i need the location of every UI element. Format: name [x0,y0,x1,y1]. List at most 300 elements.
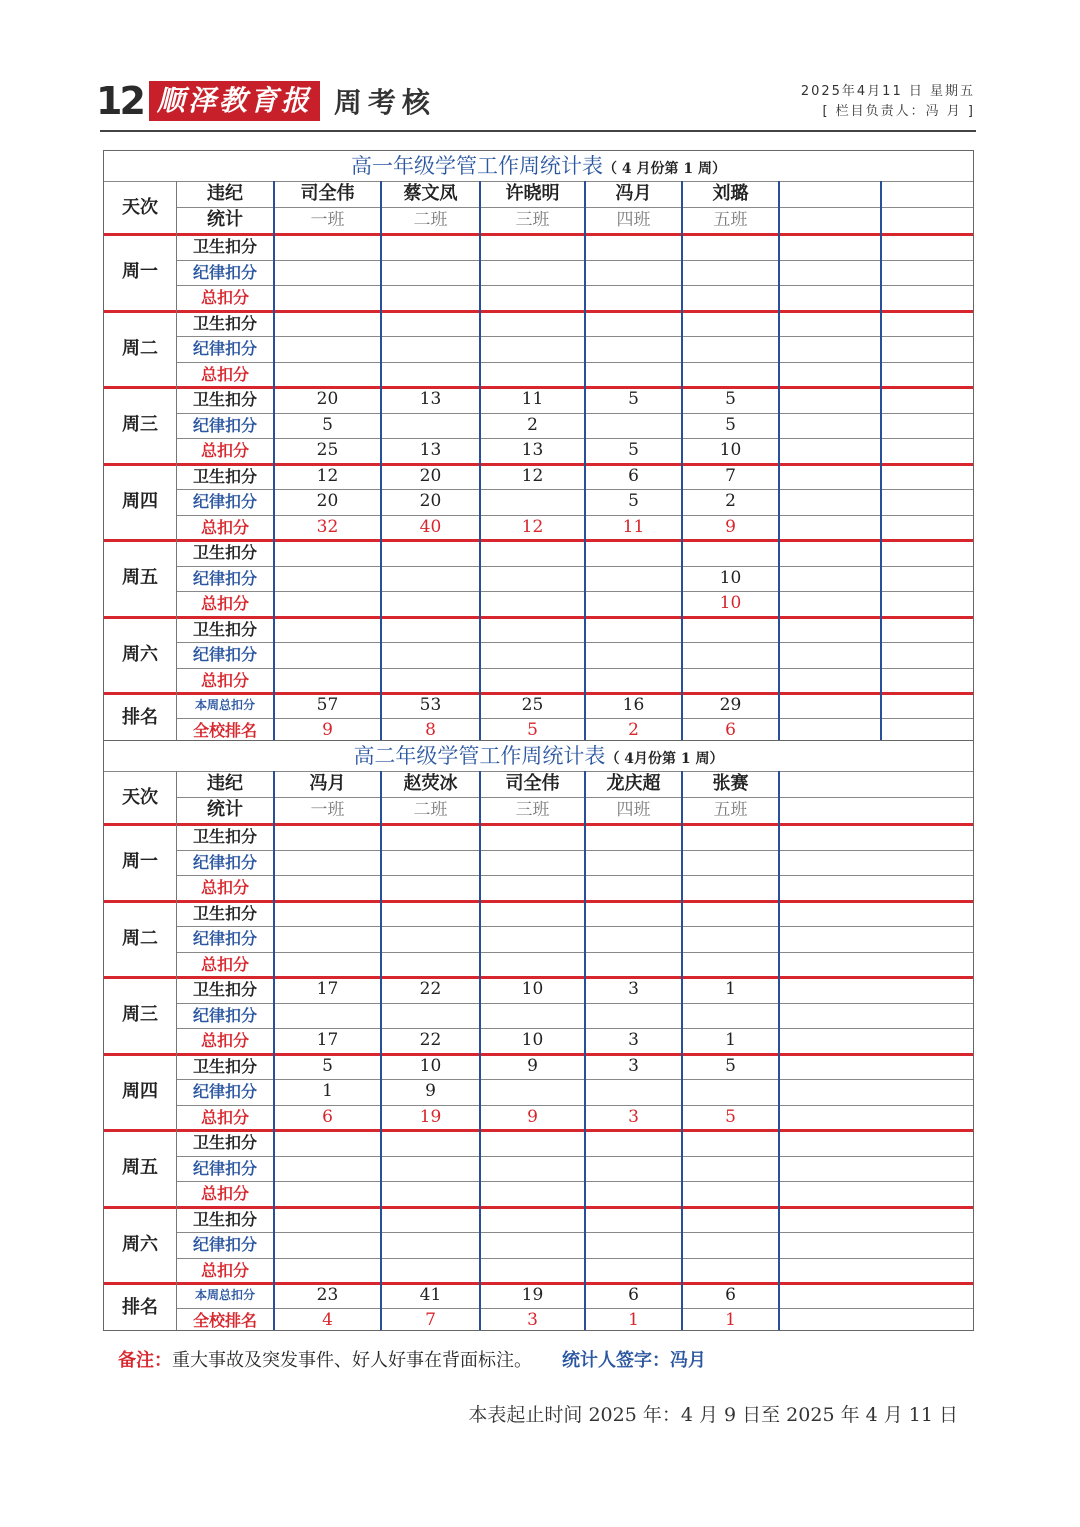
score-cell [274,642,381,668]
week-total-cell: 23 [316,1285,339,1305]
col-divider [380,771,382,1330]
row-label: 纪律扣分 [192,929,257,948]
score-cell [585,413,682,439]
score-cell: 12 [316,465,339,486]
header-divider [100,130,976,132]
score-cell [682,850,779,876]
score-cell [480,1156,585,1182]
score-cell [274,1232,381,1258]
teacher-name: 司全伟 [505,773,560,794]
score-cell: 12 [521,465,544,486]
score-cell: 2 [725,491,736,511]
score-cell [585,311,682,337]
col-divider [584,771,586,1330]
rank-cell: 1 [628,1310,639,1330]
teacher-name: 冯月 [615,183,652,204]
score-cell [682,234,779,260]
score-cell [381,1258,480,1284]
row-label: 卫生扣分 [192,466,257,486]
score-cell: 13 [419,440,442,460]
score-cell: 3 [628,1030,639,1050]
score-cell [274,1156,381,1182]
score-cell [682,260,779,286]
score-cell [682,1207,779,1233]
score-cell [381,540,480,566]
score-cell [381,668,480,694]
row-label: 总扣分 [200,594,249,613]
score-cell: 5 [322,1055,333,1076]
grade1-stat-table [103,150,974,741]
col-divider [681,181,683,740]
score-cell [480,566,585,592]
rank-cell: 5 [527,720,538,740]
score-cell: 20 [316,389,339,409]
score-cell [585,591,682,617]
teacher-name: 赵荧冰 [403,773,458,794]
masthead [96,78,436,124]
col-divider [778,771,780,1330]
score-cell: 3 [628,979,639,999]
score-cell [585,1232,682,1258]
row-label: 纪律扣分 [192,1158,257,1178]
score-cell [585,336,682,362]
score-cell [682,952,779,978]
score-cell [381,285,480,311]
table-title-main: 高二年级学管工作周统计表 [353,744,606,768]
score-cell [480,234,585,260]
class-name: 一班 [310,800,345,820]
score-cell [274,285,381,311]
score-cell [274,311,381,337]
score-cell [585,850,682,876]
rank-cell: 3 [527,1310,538,1330]
grade2-stat-table [103,740,974,1331]
day-label: 周六 [122,1233,158,1255]
col-divider [380,181,382,740]
score-cell: 5 [322,414,333,435]
score-cell [381,1207,480,1233]
col-divider [273,181,275,740]
row-label: 总扣分 [200,878,249,897]
score-cell [480,1232,585,1258]
score-cell [381,952,480,978]
score-cell [480,591,585,617]
score-cell [381,413,480,439]
column-editor: [ 栏目负责人：冯 月 ] [822,104,975,119]
score-cell [585,1156,682,1182]
row-label: 总扣分 [200,288,249,307]
score-cell [381,1003,480,1029]
score-cell [585,1079,682,1105]
col-divider [479,181,481,740]
day-label: 周四 [122,490,158,512]
score-cell [585,1207,682,1233]
week-total-cell: 29 [719,695,742,715]
score-cell [682,336,779,362]
score-cell [381,234,480,260]
score-cell [480,952,585,978]
score-cell: 12 [521,516,544,537]
rank-label: 排名 [122,1297,158,1318]
row-label: 总扣分 [200,1107,249,1127]
week-total-cell: 16 [622,695,645,715]
score-cell [480,285,585,311]
row-label: 总扣分 [200,1031,249,1050]
score-cell [480,642,585,668]
week-total-cell: 19 [521,1285,544,1305]
row-label: 卫生扣分 [192,619,257,639]
class-name: 四班 [616,210,651,230]
score-cell: 10 [719,440,742,460]
class-name: 三班 [515,800,550,820]
score-cell [585,362,682,388]
row-label: 全校排名 [192,721,257,740]
score-cell: 6 [322,1106,333,1127]
score-cell: 3 [628,1106,639,1127]
score-cell [381,362,480,388]
remarks [118,1346,706,1372]
score-cell [274,260,381,286]
score-cell [585,901,682,927]
score-cell [682,1181,779,1207]
row-label: 纪律扣分 [192,1005,257,1025]
remarks-label: 备注： [118,1350,172,1371]
score-cell: 10 [419,1055,442,1076]
day-label: 周四 [122,1080,158,1102]
score-cell: 5 [628,440,639,460]
score-cell [274,336,381,362]
score-cell [480,875,585,901]
score-cell [381,824,480,850]
week-total-cell: 6 [725,1285,736,1305]
score-cell [274,901,381,927]
score-cell [480,901,585,927]
score-cell: 25 [316,440,339,460]
score-cell [682,901,779,927]
row-label: 总扣分 [200,1260,249,1280]
day-header: 天次 [122,197,158,218]
score-cell: 22 [419,1030,442,1050]
class-name: 五班 [713,210,748,230]
score-cell: 11 [521,389,544,409]
score-cell: 5 [725,1106,736,1127]
score-cell: 20 [419,465,442,486]
score-cell [274,540,381,566]
row-label: 纪律扣分 [192,645,257,664]
score-cell [682,926,779,952]
row-label: 本周总扣分 [194,1288,255,1302]
row-label: 本周总扣分 [194,698,255,712]
score-cell [480,926,585,952]
score-cell [274,875,381,901]
row-label: 总扣分 [200,670,249,690]
score-cell [480,1181,585,1207]
score-cell [480,1130,585,1156]
col-divider [176,181,177,740]
row-label: 卫生扣分 [192,237,257,256]
score-cell [585,952,682,978]
col-divider [681,771,683,1330]
week-total-cell: 53 [419,695,442,715]
score-cell: 10 [521,979,544,999]
day-label: 周五 [122,567,158,588]
row-label: 纪律扣分 [192,339,257,358]
class-name: 二班 [413,210,448,230]
class-name: 四班 [616,800,651,820]
score-cell: 10 [719,593,742,613]
row-label: 卫生扣分 [192,1133,257,1152]
score-cell [381,260,480,286]
score-cell [274,362,381,388]
day-label: 周六 [122,643,158,665]
row-label: 全校排名 [192,1311,257,1330]
teacher-name: 司全伟 [300,183,355,204]
score-cell [585,668,682,694]
score-cell [381,591,480,617]
day-label: 周三 [122,1004,158,1025]
score-cell [585,875,682,901]
rank-cell: 8 [425,720,436,740]
score-cell: 1 [322,1081,333,1101]
score-cell [682,311,779,337]
row-divider [176,207,973,208]
stat-header: 违纪 [207,773,243,794]
period-range: 本表起止时间 2025 年：4 月 9 日至 2025 年 4 月 11 日 [468,1404,958,1426]
rank-cell: 2 [628,720,639,740]
teacher-name: 蔡文凤 [403,183,458,204]
score-cell [480,540,585,566]
score-cell [585,540,682,566]
score-cell [274,234,381,260]
score-cell [585,824,682,850]
score-cell [274,1181,381,1207]
score-cell [682,1156,779,1182]
score-cell [585,260,682,286]
row-label: 纪律扣分 [192,568,257,588]
issue-meta [801,82,975,122]
score-cell: 32 [316,516,339,537]
teacher-name: 许晓明 [505,183,560,204]
score-cell [274,1207,381,1233]
score-cell: 5 [628,389,639,409]
score-cell [682,1130,779,1156]
day-header: 天次 [122,787,158,808]
score-cell: 5 [725,389,736,409]
col-divider [273,771,275,1330]
table-title [104,151,973,182]
score-cell: 9 [527,1106,538,1127]
teacher-name: 冯月 [309,773,346,794]
score-cell: 13 [419,389,442,409]
row-label: 卫生扣分 [192,827,257,846]
issue-date: 2025年4月11 日 星期五 [800,84,975,99]
score-cell [381,1232,480,1258]
row-label: 卫生扣分 [192,903,257,923]
score-cell: 19 [419,1106,442,1127]
score-cell [585,285,682,311]
day-label: 周一 [122,851,158,872]
row-label: 卫生扣分 [192,1056,257,1076]
score-cell [381,926,480,952]
row-label: 卫生扣分 [192,980,257,999]
score-cell [585,1130,682,1156]
rank-cell: 6 [725,720,736,740]
score-cell: 10 [521,1030,544,1050]
score-cell [381,850,480,876]
score-cell [585,617,682,643]
score-cell: 10 [719,567,742,588]
table-title-week: （ 4月份第 1 周） [605,751,724,767]
table-title-week: （ 4 月份第 1 周） [603,161,726,177]
score-cell [682,1003,779,1029]
rank-cell: 4 [322,1310,333,1330]
score-cell [274,824,381,850]
score-cell [585,642,682,668]
col-divider [778,181,780,740]
score-cell [585,1258,682,1284]
class-name: 一班 [310,210,345,230]
score-cell: 5 [725,414,736,435]
score-cell [480,1207,585,1233]
score-cell: 9 [425,1081,436,1101]
row-label: 卫生扣分 [192,1209,257,1229]
score-cell [381,336,480,362]
rank-cell: 1 [725,1310,736,1330]
score-cell [480,362,585,388]
score-cell [274,850,381,876]
score-cell [682,642,779,668]
row-label: 卫生扣分 [192,543,257,562]
score-cell [381,875,480,901]
score-cell [480,336,585,362]
score-cell: 1 [725,979,736,999]
stat-header: 统计 [207,799,243,820]
signer: 统计人签字：冯月 [562,1350,706,1371]
teacher-name: 龙庆超 [606,773,661,794]
score-cell: 6 [628,465,639,486]
score-cell: 3 [628,1055,639,1076]
week-total-cell: 6 [628,1285,639,1305]
score-cell [585,1181,682,1207]
score-cell: 11 [622,516,645,537]
score-cell [381,642,480,668]
day-label: 周二 [122,927,158,949]
teacher-name: 张赛 [712,773,749,794]
score-cell: 9 [725,516,736,537]
rank-cell: 9 [322,720,333,740]
score-cell [585,926,682,952]
row-label: 纪律扣分 [192,262,257,282]
score-cell [682,668,779,694]
class-name: 二班 [413,800,448,820]
score-cell [480,260,585,286]
row-divider [104,771,973,772]
row-label: 总扣分 [200,364,249,384]
row-label: 总扣分 [200,954,249,974]
score-cell [480,489,585,515]
score-cell [274,617,381,643]
score-cell [480,850,585,876]
score-cell [585,566,682,592]
score-cell [480,668,585,694]
day-label: 周一 [122,261,158,282]
row-label: 总扣分 [200,517,249,537]
score-cell: 17 [316,1030,339,1050]
score-cell: 5 [628,491,639,511]
col-divider [584,181,586,740]
row-label: 总扣分 [200,441,249,460]
score-cell [274,926,381,952]
table-title-main: 高一年级学管工作周统计表 [351,154,603,178]
score-cell [682,824,779,850]
remarks-text: 重大事故及突发事件、好人好事在背面标注。 [172,1350,532,1371]
row-label: 纪律扣分 [192,1082,257,1101]
class-name: 五班 [713,800,748,820]
score-cell [585,1003,682,1029]
score-cell: 20 [419,491,442,511]
score-cell [274,952,381,978]
score-cell [480,617,585,643]
row-divider [104,181,973,182]
score-cell [274,1130,381,1156]
newspaper-logo: 顺泽教育报 [149,81,320,121]
class-name: 三班 [515,210,550,230]
score-cell: 5 [725,1055,736,1076]
table-title [104,741,973,772]
score-cell [381,566,480,592]
score-cell [274,668,381,694]
score-cell [274,1258,381,1284]
score-cell [381,1156,480,1182]
score-cell [480,1003,585,1029]
day-label: 周五 [122,1157,158,1178]
week-total-cell: 41 [419,1285,442,1305]
score-cell [381,1130,480,1156]
day-label: 周二 [122,337,158,359]
score-cell: 7 [725,465,736,486]
row-label: 卫生扣分 [192,313,257,333]
score-cell [682,1232,779,1258]
score-cell: 13 [521,440,544,460]
score-cell [682,617,779,643]
row-label: 总扣分 [200,1184,249,1203]
score-cell: 22 [419,979,442,999]
day-label: 周三 [122,414,158,435]
score-cell: 2 [527,414,538,435]
score-cell [381,311,480,337]
score-cell [682,1079,779,1105]
score-cell [682,540,779,566]
stat-header: 统计 [207,209,243,230]
teacher-name: 刘璐 [712,183,749,204]
section-title: 周考核 [333,86,436,119]
page-number: 12 [96,79,143,123]
score-cell [274,1003,381,1029]
row-label: 纪律扣分 [192,415,257,435]
score-cell [682,1258,779,1284]
score-cell: 40 [419,516,442,537]
row-label: 卫生扣分 [192,390,257,409]
score-cell [274,566,381,592]
score-cell [480,311,585,337]
week-total-cell: 57 [316,695,339,715]
score-cell [682,285,779,311]
score-cell [682,875,779,901]
rank-label: 排名 [122,707,158,728]
score-cell [480,1079,585,1105]
col-divider [479,771,481,1330]
col-divider [176,771,177,1330]
